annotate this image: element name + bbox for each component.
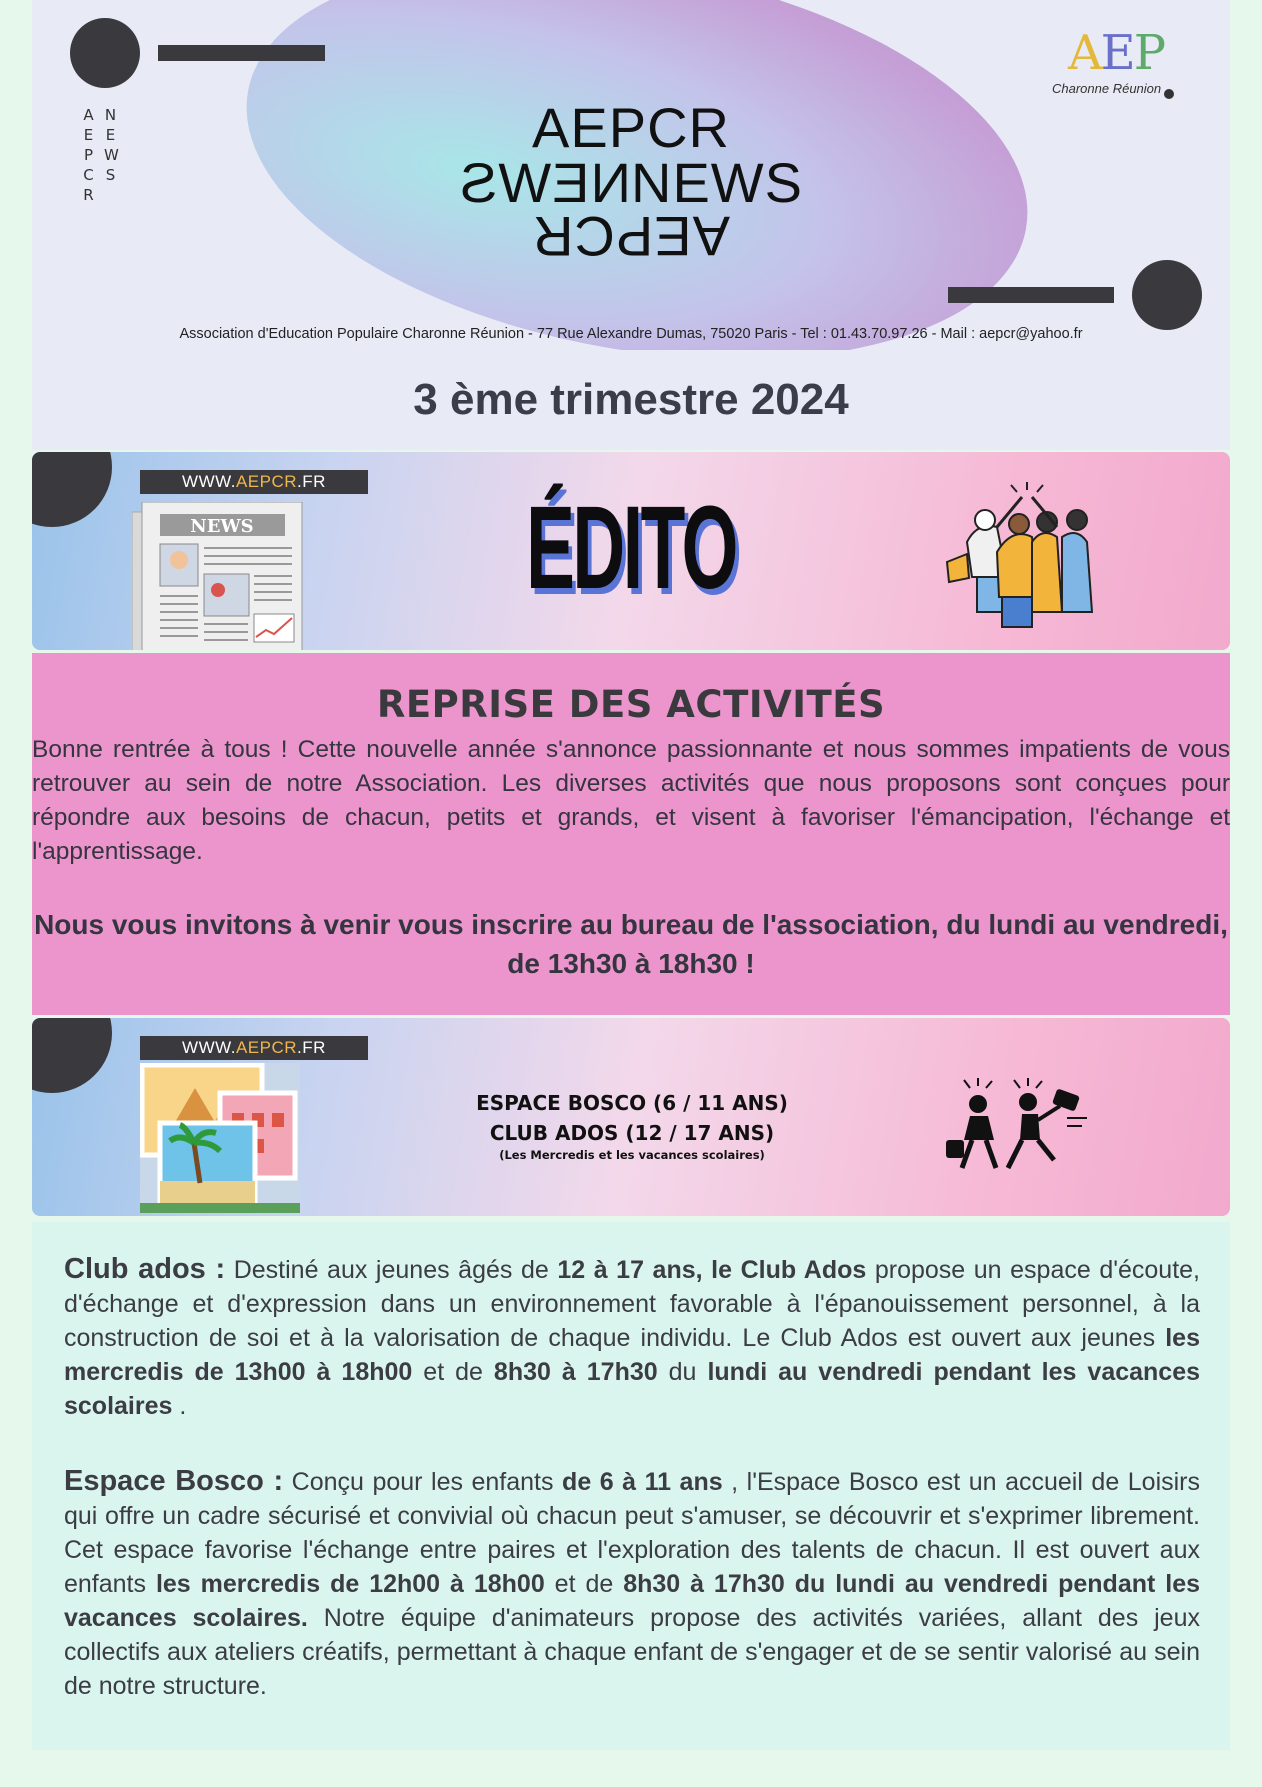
masthead-news: NEWSNEWS bbox=[459, 151, 803, 214]
bosco-banner bbox=[32, 1018, 1230, 1216]
decor-circle bbox=[32, 1018, 112, 1093]
masthead-aepcr-flipped: AEPCR bbox=[532, 205, 730, 268]
decor-circle bbox=[32, 452, 112, 527]
edito-title: ÉDITO bbox=[526, 482, 736, 614]
activities-section bbox=[32, 1222, 1230, 1750]
vertical-news: N E W S bbox=[104, 106, 120, 184]
team-highfive-icon bbox=[937, 482, 1107, 632]
photos-icon bbox=[140, 1063, 310, 1213]
reprise-invite: Nous vous invitons à venir vous inscrire au bureau de l'association, du lundi au vendredi, de 13h30 à 18h30 ! bbox=[34, 909, 1228, 979]
espace-bosco-paragraph: Espace Bosco : Conçu pour les enfants de 6 à 11 ans , l'Espace Bosco est un accueil de Loisirs qui offre un cadre sécurisé et convivial où chacun peut s'amuser, se découvrir et s'exprimer librement. Cet espace favorise l'échange entre paires et l'exploration des talents de chacun. Il est ouvert aux enfants les mercredis de 12h00 à 18h00 et de 8h30 à 17h30 du lundi au vendredi pendant les vacances scolaires. Notre équipe d'animateurs propose des activités variées, allant des jeux collectifs aux ateliers créatifs, permettant à chaque enfant de s'engager et de se sentir valorisé au sein de notre structure. bbox=[64, 1465, 1201, 1700]
reprise-title: REPRISE DES ACTIVITÉS bbox=[376, 683, 886, 726]
svg-text:NEWS: NEWS bbox=[190, 516, 254, 537]
masthead-aepcr: AEPCR bbox=[532, 96, 730, 159]
club-ados-paragraph: Club ados : Destiné aux jeunes âgés de 12 à 17 ans, le Club Ados propose un espace d'écoute, d'échange et d'expression dans un environnement favorable à l'épanouissement personnel, à la construction de soi et à la valorisation de chaque individu. Le Club Ados est ouvert aux jeunes les mercredis de 13h00 à 18h00 et de 8h30 à 17h30 du lundi au vendredi pendant les vacances scolaires . bbox=[64, 1253, 1201, 1420]
reprise-intro: Bonne rentrée à tous ! Cette nouvelle année s'annonce passionnante et nous sommes impatients de vous retrouver au sein de notre Association. Les diverses activités que nous proposons sont conçues pour répondre aux besoins de chacun, petits et grands, et visent à favoriser l'émancipation, l'échange et l'apprentissage. bbox=[32, 736, 1230, 865]
header bbox=[32, 0, 1230, 350]
running-kids-icon bbox=[942, 1078, 1092, 1178]
decor-circle bbox=[1132, 260, 1202, 330]
aep-logo: AEP Charonne Réunion bbox=[1042, 25, 1182, 105]
reprise-section bbox=[32, 653, 1230, 1015]
address-line: Association d'Education Populaire Charonne Réunion - 77 Rue Alexandre Dumas, 75020 Paris - Tel : 01.43.70.97.26 - Mail : aepcr@yahoo.fr bbox=[179, 326, 1083, 342]
website-label: WWW.AEPCR.FR bbox=[140, 1036, 368, 1060]
decor-bar bbox=[158, 45, 325, 61]
edito-banner bbox=[32, 452, 1230, 650]
newsletter-page bbox=[32, 0, 1230, 1787]
bosco-banner-title: ESPACE BOSCO (6 / 11 ANS) CLUB ADOS (12 / 17 ANS) (Les Mercredis et les vacances scolaires) bbox=[476, 1091, 788, 1162]
quarter-title: 3 ème trimestre 2024 bbox=[32, 350, 1230, 450]
decor-bar bbox=[948, 287, 1114, 303]
website-label: WWW.AEPCR.FR bbox=[140, 470, 368, 494]
decor-circle bbox=[70, 18, 140, 88]
vertical-aepcr: A E P C R bbox=[83, 106, 95, 204]
